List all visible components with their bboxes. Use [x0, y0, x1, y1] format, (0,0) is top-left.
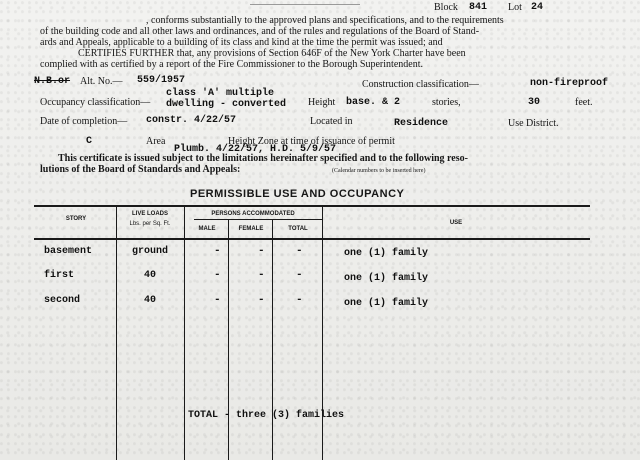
col-total: TOTAL [288, 226, 308, 232]
table-title: PERMISSIBLE USE AND OCCUPANCY [190, 188, 405, 200]
occupancy-value-2: dwelling - converted [166, 99, 287, 110]
preamble-line-3: ards and Appeals, applicable to a building of its class and kind at the time the permit was issued; and [40, 37, 443, 48]
located-value: Residence [394, 118, 449, 129]
row-1-story: basement [44, 246, 93, 257]
col-persons: PERSONS ACCOMMODATED [211, 211, 295, 217]
row-1-use: one (1) family [344, 248, 429, 259]
col-story: STORY [65, 216, 87, 222]
feet-value: 30 [528, 97, 541, 108]
completion-value: constr. 4/22/57 [146, 115, 237, 126]
table-top-rule [34, 205, 590, 207]
occupancy-value-1: class 'A' multiple [166, 88, 275, 99]
row-3-story: second [44, 295, 81, 306]
lot-label: Lot [508, 2, 522, 13]
row-2-load: 40 [144, 270, 157, 281]
calendar-note: (Calendar numbers to be inserted here) [332, 168, 426, 174]
row-3-use: one (1) family [344, 298, 429, 309]
col-use: USE [449, 220, 463, 226]
col-male: MALE [198, 226, 216, 232]
row-3-male: - [214, 294, 221, 306]
occupancy-label: Occupancy classification— [40, 97, 151, 108]
table-header-rule [34, 238, 590, 240]
row-2-male: - [214, 269, 221, 281]
plumb-value: Plumb. 4/22/57, H.D. 5/9/57 [174, 144, 337, 155]
row-1-total: - [296, 245, 303, 257]
nb-struck: N.B.or [34, 76, 71, 87]
row-3-female: - [258, 294, 265, 306]
certificate-line-1: This certificate is issued subject to the limitations hereinafter specified and to the following reso- [58, 153, 468, 164]
persons-subrule [194, 219, 322, 220]
col-live-loads: LIVE LOADS [131, 211, 168, 217]
located-label: Located in [310, 116, 353, 127]
stories-label: stories, [432, 97, 461, 108]
row-2-total: - [296, 269, 303, 281]
area-prefix: C [86, 136, 93, 147]
preamble-line-4: CERTIFIES FURTHER that, any provisions of Section 646F of the New York Charter have been [78, 48, 466, 59]
row-2-use: one (1) family [344, 273, 429, 284]
block-value: 841 [469, 2, 488, 13]
construction-label: Construction classification— [362, 79, 479, 90]
construction-value: non-fireproof [530, 78, 609, 89]
feet-label: feet. [575, 97, 593, 108]
row-3-load: 40 [144, 295, 157, 306]
preamble-line-5: complied with as certified by a report of the Fire Commissioner to the Borough Superintendent. [40, 59, 423, 70]
col-rule-2 [184, 205, 185, 460]
col-rule-4 [272, 219, 273, 460]
row-2-story: first [44, 270, 75, 281]
row-1-female: - [258, 245, 265, 257]
preamble-line-1: , conforms substantially to the approved plans and specifications, and to the requirements [146, 15, 504, 26]
certificate-line-2: lutions of the Board of Standards and Appeals: [40, 164, 241, 175]
completion-label: Date of completion— [40, 116, 128, 127]
height-value: base. & 2 [346, 97, 401, 108]
alt-no-value: 559/1957 [137, 75, 186, 86]
alt-no-label: Alt. No.— [80, 76, 123, 87]
col-rule-3 [228, 219, 229, 460]
preamble-line-2: of the building code and all other laws and ordinances, and of the rules and regulations of the Board of Stand- [40, 26, 480, 37]
block-label: Block [434, 2, 458, 13]
col-female: FEMALE [238, 226, 264, 232]
col-rule-5 [322, 205, 323, 460]
col-live-loads-units: Lbs. per Sq. Ft. [129, 221, 171, 227]
table-total: TOTAL - three (3) families [188, 410, 345, 421]
area-label: Area [146, 136, 166, 147]
top-fragment [250, 4, 360, 5]
col-rule-1 [116, 205, 117, 460]
row-1-load: ground [132, 246, 169, 257]
lot-value: 24 [531, 2, 544, 13]
height-zone-label: Height Zone at time of issuance of permit [228, 136, 395, 147]
row-2-female: - [258, 269, 265, 281]
row-3-total: - [296, 294, 303, 306]
row-1-male: - [214, 245, 221, 257]
height-label: Height [308, 97, 336, 108]
use-district-label: Use District. [508, 118, 559, 129]
